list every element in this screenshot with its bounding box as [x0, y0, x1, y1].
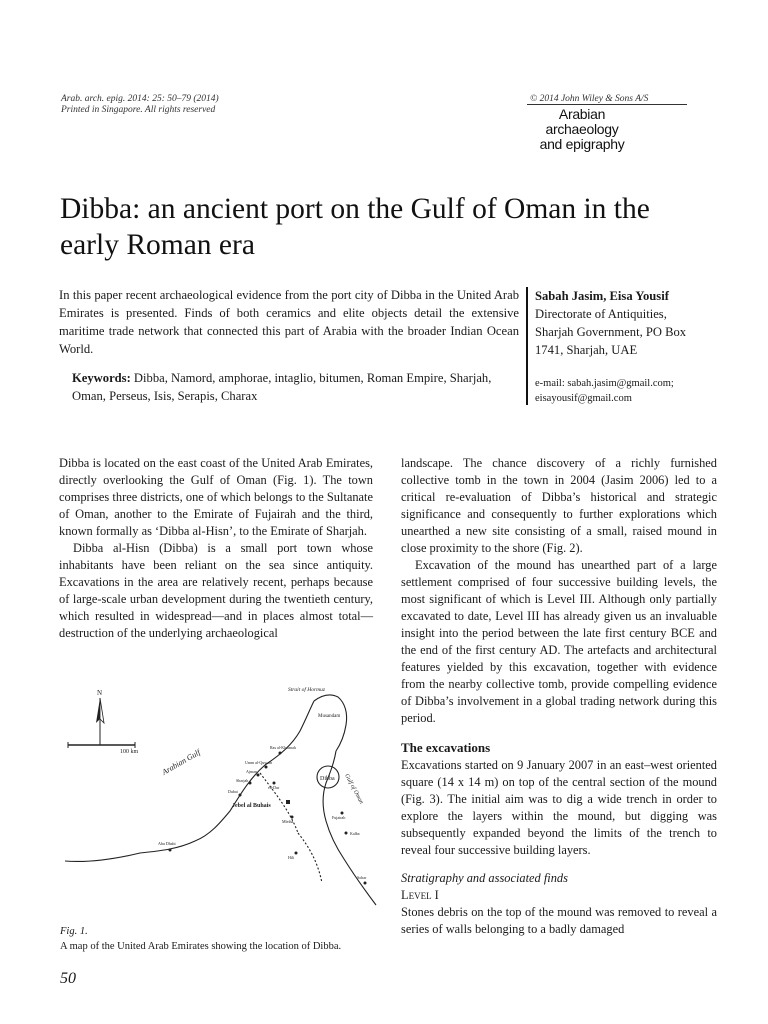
journal-logo: [527, 107, 637, 152]
paragraph: Excavation of the mound has unearthed part of a large settlement comprised of four successive building levels, the most significant of which is Level III. Although only partially excavated to date, Level III has already given us an invaluable insight into the period between the late first century BCE and the end of the first century AD. The artefacts and architectural features yielded by this excavation, together with evidence from the nearby collective tomb, provide compelling evidence of Dibba’s involvement in a global trading network during this period.: [401, 558, 717, 725]
town-label: Mleiha: [282, 819, 294, 824]
scale-bar: [68, 742, 139, 755]
dibba-label: Dibba: [320, 776, 335, 782]
town-label: ed-Dur: [268, 785, 280, 790]
affiliation-line-1: Directorate of Antiquities,: [535, 307, 667, 321]
musandam-label: Musandam: [318, 714, 341, 719]
article-title: [60, 191, 700, 263]
town-label: Ras al-Khaimah: [270, 745, 296, 750]
scale-label: 100 km: [120, 749, 139, 755]
figure-1-map: [60, 683, 380, 918]
town-label: Umm al-Quwain: [245, 760, 272, 765]
paragraph: Dibba is located on the east coast of the United Arab Emirates, directly overlooking the Gulf of Oman (Fig. 1). The town comprises three districts, one of which belongs to the Sultanate of Oman, another to the Emirate of Fujairah and the third, known formally as ‘Dibba al-Hisn’, to the Emirate of Sharjah.: [59, 456, 373, 538]
paragraph: Excavations started on 9 January 2007 in an east–west oriented square (14 x 14 m) on top of the central section of the mound (Fig. 3). The initial aim was to dig a wide trench in order to explore the layers within the mound, but digging was subsequently expanded beyond the limits of the trench to reveal four successive building layers.: [401, 758, 717, 857]
town-label: Sohar: [357, 875, 367, 880]
jebel-label: Jebel al Buhais: [232, 803, 271, 809]
arabian-gulf-label: Arabian Gulf: [160, 747, 202, 777]
section-heading: The excavations: [401, 740, 491, 755]
town-label: Hili: [288, 855, 295, 860]
figure-caption: A map of the United Arab Emirates showing the location of Dibba.: [60, 941, 342, 952]
journal-logo-line-1: Arabian archaeology: [545, 106, 619, 137]
citation-line-1: Arab. arch. epig. 2014: 25: 50–79 (2014): [61, 94, 219, 104]
paragraph: Stones debris on the top of the mound was removed to reveal a series of walls belonging to a badly damaged: [401, 905, 717, 936]
author-emails: [535, 376, 735, 406]
jebel-marker: [286, 800, 290, 804]
town-label: Dubai: [228, 789, 238, 794]
keywords-list: Dibba, Namord, amphorae, intaglio, bitumen, Roman Empire, Sharjah, Oman, Perseus, Isis, Serapis, Charax: [72, 371, 492, 403]
body-column-right: [401, 455, 717, 938]
north-arrow-icon: [96, 689, 104, 745]
journal-logo-line-2: and epigraphy: [539, 136, 625, 152]
figure-label: Fig. 1.: [60, 926, 88, 937]
town-label: Sharjah: [236, 778, 249, 783]
uae-map-svg: [60, 683, 380, 918]
page-number: 50: [60, 970, 76, 987]
email-line-2: eisayousif@gmail.com: [535, 393, 632, 404]
copyright-notice: © 2014 John Wiley & Sons A/S: [530, 94, 649, 104]
town-label: Kalba: [350, 831, 360, 836]
north-label: N: [97, 689, 103, 697]
town-label: Fujairah: [332, 815, 346, 820]
strait-label: Strait of Hormuz: [288, 687, 325, 693]
citation-line-2: Printed in Singapore. All rights reserved: [61, 105, 216, 115]
author-divider: [526, 287, 528, 405]
body-column-left: [59, 455, 373, 642]
town-label: Ajman: [246, 769, 257, 774]
author-names: Sabah Jasim, Eisa Yousif: [535, 289, 669, 303]
paragraph: landscape. The chance discovery of a richly furnished collective tomb in the town in 2004 (Jasim 2006) led to a critical re-evaluation of Dibba’s historical and strategic significance and consequently to further explorations which unearthed a new site consisting of a small, raised mound in close proximity to the shore (Fig. 2).: [401, 456, 717, 555]
title-line-1: Dibba: an ancient port on the Gulf of Oman in the: [60, 193, 650, 225]
gulf-of-oman-label: Gulf of Oman: [343, 773, 365, 806]
abstract: In this paper recent archaeological evidence from the port city of Dibba in the United Arab Emirates is presented. Finds of both ceramics and elite objects detail the extensive maritime trade network that connected this part of Arabia with the broader Indian Ocean World.: [59, 288, 519, 356]
header-divider: [527, 104, 687, 105]
journal-citation: [61, 94, 219, 116]
paragraph: Dibba al-Hisn (Dibba) is a small port town whose inhabitants have been reliant on the sea since antiquity. Excavations in the area are relatively recent, perhaps because of large-scale urban development during the twentieth century, which resulted in widespread—and in places almost total—destruction of the underlying archaeological: [59, 541, 373, 640]
gulf-coastline: [65, 701, 314, 862]
title-line-2: early Roman era: [60, 229, 255, 261]
musandam-coastline: [314, 695, 347, 751]
affiliation-line-3: 1741, Sharjah, UAE: [535, 343, 638, 357]
keywords: [72, 369, 520, 405]
email-line-1: e-mail: sabah.jasim@gmail.com;: [535, 378, 674, 389]
town-label: Abu Dhabi: [158, 841, 176, 846]
affiliation-line-2: Sharjah Government, PO Box: [535, 325, 687, 339]
level-heading: Level I: [401, 888, 439, 902]
keywords-label: Keywords:: [72, 371, 131, 385]
author-block: [535, 287, 735, 359]
subsection-heading: Stratigraphy and associated finds: [401, 871, 568, 885]
